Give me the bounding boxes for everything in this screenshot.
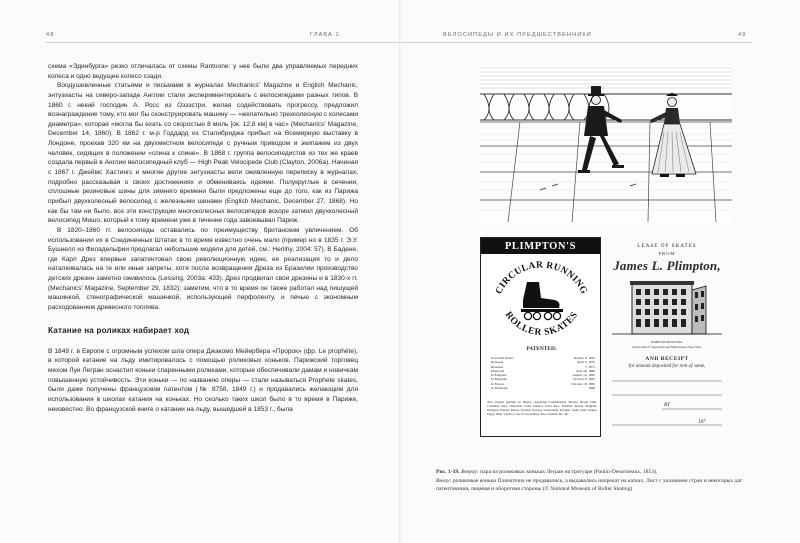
patent-country: In Belgium, [491, 377, 508, 382]
caption-bottom-word: Внизу: [436, 477, 452, 484]
caption-bottom-text: роликовые коньки Плимптона не продавались, а выдавались напрокат на катках. Лист с указанием стран и некоторых дат патентования, лицевая и оборотная стороны (© National Museum of Roller Skating) [436, 477, 743, 493]
patent-pending-note: Also, Patents pending for Mexico, Argentine Confederation, Bolivia, Brazil, Chili, Colombia, Peru, Venezuela, Cuba, Jamaica, Porto Rico, Trinidad, Austria, Belgium, Denmark, Prussia, Russia, Sweden, Norway, Switzerland, Portugal, Spain, Italy, Turkey, Egypt, India, Ceylon, Cape of Good Hope, New Zealand, &c., &c. [487, 400, 597, 416]
patent-date: October 6, 1865 [573, 377, 595, 382]
patent-date: April 9, 1870 [576, 360, 595, 365]
patent-country: In United States, [491, 356, 514, 360]
receipt-heading: AND RECEIPT [645, 355, 689, 362]
patent-country: Improved [491, 368, 505, 373]
patent-date: August 14, 1865 [572, 373, 595, 378]
patent-country: In Denmark, [491, 386, 509, 391]
plimpton-building-engraving [602, 276, 732, 340]
skate-icon [521, 282, 563, 320]
patent-country: Reissued [491, 364, 504, 369]
lease-from: FROM [658, 251, 676, 256]
skating-couple-engraving [480, 62, 732, 222]
book-gutter [399, 0, 401, 543]
caption-top-text: пара на роликовых коньках Легран на тротуаре (Paulin-Desormeaux, 1853). [480, 469, 658, 475]
ad-arc-top: CIRCULAR RUNNING [494, 260, 589, 296]
patent-country: Reissued [491, 360, 504, 365]
patent-date: 7, 1871 [584, 364, 595, 369]
chapter-label: ГЛАВА 1 [310, 32, 340, 38]
page-number-right: 49 [738, 32, 747, 38]
section-heading: Катание на роликах набирает ход [48, 325, 190, 335]
patented-label: PATENTED: [526, 346, 557, 352]
caption-label: Рис. 1-19. [436, 469, 460, 475]
building-caption-1: PLIMPTON BUILDING, [651, 340, 683, 344]
roller-skate-emblem [481, 254, 602, 344]
patent-country: In France, [491, 381, 505, 386]
patent-date: 1866 [588, 386, 595, 391]
figure-caption [436, 468, 754, 494]
receipt-year: 187 [698, 420, 706, 425]
patent-country: In England, [491, 373, 507, 378]
plimpton-ad-front [480, 237, 601, 437]
patent-dates-table [491, 356, 595, 390]
caption-top-word: Вверху: [460, 469, 479, 475]
running-title: ВЕЛОСИПЕДЫ И ИХ ПРЕДШЕСТВЕННИКИ [443, 32, 592, 38]
page-number-left: 48 [46, 32, 55, 38]
plimpton-lease-form [602, 237, 732, 437]
svg-text:ROLLER SKATES [503, 310, 581, 338]
paragraph-3: В 1820–1860 гг. велосипеды оставались по преимуществу британским увлечением. Об использовании их в Соединенных Штатах в то время известно очень мало (пример но в 1835 г. Э.У. Бушнелл из Филадельфии предлагал небольшие модели для детей, см.: Herlihy, 2004: 57). В Бадене, где Карл Дрез впервые запатентовал свою революционную идею, ее реализация то и дело наталкивалась на те или иные запреты, хотя после возвращения Дреза из Бразилии производство детских дрезин заметно оживилось (Lessing, 2003a: 433). Дрез продвигал свои дрезины и в 1830-х гг. (Mechanics' Magazine, September 29, 1832); заметим, что в то время он также работал над пишущей машинкой, стенографической машинкой, использующей перфоленту, и печью с экономным расходованием древесного топлива. [48, 226, 358, 312]
ad-title: PLIMPTON'S [481, 238, 600, 254]
paragraph-1: схема «Эдинбурга» резко отличалась от схемы Rantoone: у нее были два управляемых передних колеса и одно ведущее колесо сзади. [48, 63, 358, 80]
plimpton-name: James L. Plimpton, [613, 258, 721, 273]
building-caption-2: Intersection of Stuyvesant and Ninth Streets, New York. [632, 344, 702, 349]
patent-date: October 18, 1865 [571, 381, 595, 386]
left-page-body [48, 62, 358, 414]
paragraph-4: В 1849 г. в Европе с огромным успехом шла опера Джакомо Мейербера «Пророк» (фр. Le prophète), в которой катание на льду имитировалось с помощью роликовых коньков. Парижский торговец мехом Луи Легран оснастил коньки спаренными роликами, которые обеспечивали дамам и новичкам повышенную устойчивость. Эти коньки — по названию оперы — стали называться Prophete skates, были даже получены французским патентом (№ 8758, 1849 г.) и продавались желающим для использования в школах катания на коньках. Но сколько таких школ было в то время в Париже, неизвестно. Во французской книге о катании на льду, вышедшей в 1853 г., была [48, 347, 358, 413]
patent-date: June 26, 1866 [576, 368, 595, 373]
paragraph-2: Воодушевленные статьями и письмами в журналах Mechanics' Magazine и English Mechanic, энтузиасты на северо-западе Англии стали экспериментировать с велосипедами разных типов. В 1860 г. некий господин А. Росс из Оззэстри, желая содействовать прогрессу, предложил вознаграждение тому, кто мог бы сконструировать машину — «желательно трехколесную с колесами диаметра», которая «могла бы ехать со скоростью 8 миль [ок. 12,8 км] в час» (Mechanics' Magazine, December 14, 1860). В 1862 г. м-р Годдард из Сталибриджа прибыл на Всемирную выставку в Лондоне, проехав 320 км на двухместном велосипеде с ручным приводом и экипажем из двух человек, сидящих в положении «спина к спине». В 1868 г. группа велосипедистов из тех же краев создала первый в Англии велосипедный клуб — High Peak Velocipede Club (Clayton, 2006a). Начиная с 1867 г. Джеймс Хастингс и многие другие энтузиасты вели оживленную переписку в журналах, подробно рассказывая о своих достижениях и обмениваясь идеями. Полукруглые в сечении, сплошные резиновые шины для зимнего времени были предложены еще до того, как из Парижа прибыл двухколесный велосипед с железными шинами (English Mechanic, December 27, 1868). Но как бы там ни было, все эти конструкции многоколесных велосипедов вскоре затмил двухколесный велосипед Мишо, который к тому времени уже в течение года завоевывал Париж. [48, 82, 358, 225]
figure-1-19 [480, 62, 732, 458]
receipt-subtitle: for amount deposited for rent of same, [628, 363, 706, 369]
ad-arc-bottom: ROLLER SKATES [502, 310, 581, 339]
svg-text:CIRCULAR RUNNING [494, 260, 589, 296]
lease-heading: LEASE OF SKATES [637, 243, 697, 249]
receipt-by: BY [664, 403, 670, 408]
patent-row [491, 386, 595, 390]
patent-date: January 6, 1863 [573, 356, 595, 360]
